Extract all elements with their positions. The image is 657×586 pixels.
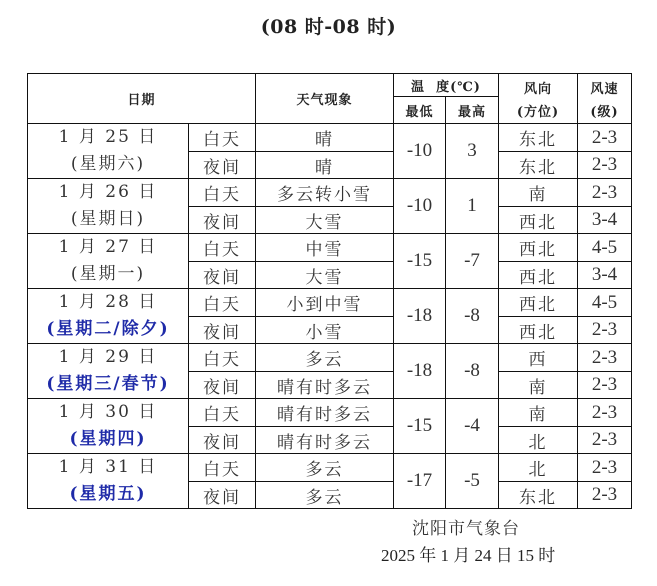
weekday-text: (星期二/除夕): [46, 319, 170, 339]
wind-speed-cell: 4-5: [578, 234, 632, 262]
weather-cell: 大雪: [256, 207, 394, 234]
wind-direction-cell: 西北: [499, 207, 578, 234]
date-text: 1 月 26 日: [58, 182, 158, 202]
wind-speed-cell: 2-3: [578, 152, 632, 179]
temp-low-cell: -17: [394, 454, 446, 509]
temp-high-cell: -4: [446, 399, 499, 454]
forecast-rows: [28, 124, 632, 509]
temp-low-cell: -15: [394, 399, 446, 454]
wind-speed-cell: 3-4: [578, 262, 632, 289]
weather-cell: 多云: [256, 454, 394, 482]
period-cell: 夜间: [189, 262, 256, 289]
period-cell: 白天: [189, 344, 256, 372]
period-cell: 夜间: [189, 482, 256, 509]
temp-low-cell: -18: [394, 344, 446, 399]
wind-speed-cell: 2-3: [578, 344, 632, 372]
date-cell: [28, 179, 189, 234]
header-weather: 天气现象: [256, 74, 394, 124]
date-text: 1 月 28 日: [58, 292, 158, 312]
temp-high-cell: -8: [446, 289, 499, 344]
period-cell: 夜间: [189, 372, 256, 399]
wind-direction-cell: 东北: [499, 152, 578, 179]
date-text: 1 月 31 日: [58, 457, 158, 477]
wind-speed-cell: 2-3: [578, 372, 632, 399]
header-wind-speed-unit: (级): [590, 104, 619, 120]
temp-low-cell: -18: [394, 289, 446, 344]
header-temp-low: 最低: [394, 97, 446, 124]
header-date: 日期: [28, 74, 256, 124]
weekday-text: (星期三/春节): [46, 374, 170, 394]
wind-direction-cell: 北: [499, 454, 578, 482]
weather-cell: 中雪: [256, 234, 394, 262]
header-wind-speed: [578, 74, 632, 124]
period-cell: 白天: [189, 454, 256, 482]
temp-high-cell: -7: [446, 234, 499, 289]
period-cell: 夜间: [189, 317, 256, 344]
date-cell: [28, 124, 189, 179]
weather-cell: 多云: [256, 482, 394, 509]
table-row-day: [28, 124, 632, 152]
date-text: 1 月 29 日: [58, 347, 158, 367]
wind-speed-cell: 2-3: [578, 179, 632, 207]
date-cell: [28, 289, 189, 344]
wind-speed-cell: 4-5: [578, 289, 632, 317]
header-wind-speed-label: 风速: [590, 81, 619, 97]
date-text: 1 月 25 日: [58, 127, 158, 147]
weather-cell: 多云: [256, 344, 394, 372]
forecast-table: [27, 73, 632, 509]
date-text: 1 月 27 日: [58, 237, 158, 257]
date-text: 1 月 30 日: [58, 402, 158, 422]
wind-direction-cell: 北: [499, 427, 578, 454]
weekday-text: (星期五): [69, 484, 147, 504]
header-wind-direction-unit: (方位): [516, 104, 560, 120]
issuer-name: 沈阳市气象台: [412, 519, 520, 539]
weather-cell: 晴: [256, 152, 394, 179]
period-cell: 白天: [189, 399, 256, 427]
period-cell: 白天: [189, 179, 256, 207]
weather-cell: 晴有时多云: [256, 372, 394, 399]
table-row-day: [28, 454, 632, 482]
wind-speed-cell: 2-3: [578, 399, 632, 427]
period-cell: 白天: [189, 234, 256, 262]
temp-high-cell: -5: [446, 454, 499, 509]
wind-direction-cell: 西北: [499, 317, 578, 344]
temp-low-cell: -10: [394, 124, 446, 179]
weather-cell: 多云转小雪: [256, 179, 394, 207]
header-wind-direction-label: 风向: [523, 81, 552, 97]
wind-direction-cell: 东北: [499, 482, 578, 509]
table-row-day: [28, 234, 632, 262]
date-cell: [28, 399, 189, 454]
issued-time: 2025 年 1 月 24 日 15 时: [381, 546, 556, 565]
wind-speed-cell: 2-3: [578, 482, 632, 509]
weather-cell: 小雪: [256, 317, 394, 344]
wind-speed-cell: 2-3: [578, 454, 632, 482]
temp-high-cell: 1: [446, 179, 499, 234]
weather-cell: 小到中雪: [256, 289, 394, 317]
table-row-day: [28, 289, 632, 317]
period-cell: 白天: [189, 289, 256, 317]
table-row-day: [28, 399, 632, 427]
weather-cell: 晴: [256, 124, 394, 152]
period-cell: 夜间: [189, 152, 256, 179]
period-cell: 夜间: [189, 207, 256, 234]
wind-direction-cell: 南: [499, 399, 578, 427]
wind-speed-cell: 3-4: [578, 207, 632, 234]
date-cell: [28, 234, 189, 289]
date-cell: [28, 344, 189, 399]
period-cell: 夜间: [189, 427, 256, 454]
wind-speed-cell: 2-3: [578, 124, 632, 152]
table-row-day: [28, 344, 632, 372]
wind-direction-cell: 南: [499, 372, 578, 399]
temp-low-cell: -15: [394, 234, 446, 289]
weather-cell: 大雪: [256, 262, 394, 289]
wind-direction-cell: 西北: [499, 262, 578, 289]
weather-cell: 晴有时多云: [256, 427, 394, 454]
header-temp-high: 最高: [446, 97, 499, 124]
date-cell: [28, 454, 189, 509]
header-wind-direction: [499, 74, 578, 124]
period-cell: 白天: [189, 124, 256, 152]
wind-speed-cell: 2-3: [578, 427, 632, 454]
temp-high-cell: -8: [446, 344, 499, 399]
weekday-text: (星期四): [69, 429, 147, 449]
weekday-text: (星期一): [70, 264, 146, 284]
weekday-text: (星期六): [70, 154, 146, 174]
wind-direction-cell: 西北: [499, 234, 578, 262]
temp-high-cell: 3: [446, 124, 499, 179]
temp-low-cell: -10: [394, 179, 446, 234]
wind-speed-cell: 2-3: [578, 317, 632, 344]
wind-direction-cell: 东北: [499, 124, 578, 152]
table-row-day: [28, 179, 632, 207]
wind-direction-cell: 南: [499, 179, 578, 207]
wind-direction-cell: 西北: [499, 289, 578, 317]
weekday-text: (星期日): [70, 209, 146, 229]
wind-direction-cell: 西: [499, 344, 578, 372]
forecast-period-title: (08 时-08 时): [260, 16, 397, 38]
header-temperature: 温 度(℃): [394, 74, 499, 97]
weather-cell: 晴有时多云: [256, 399, 394, 427]
